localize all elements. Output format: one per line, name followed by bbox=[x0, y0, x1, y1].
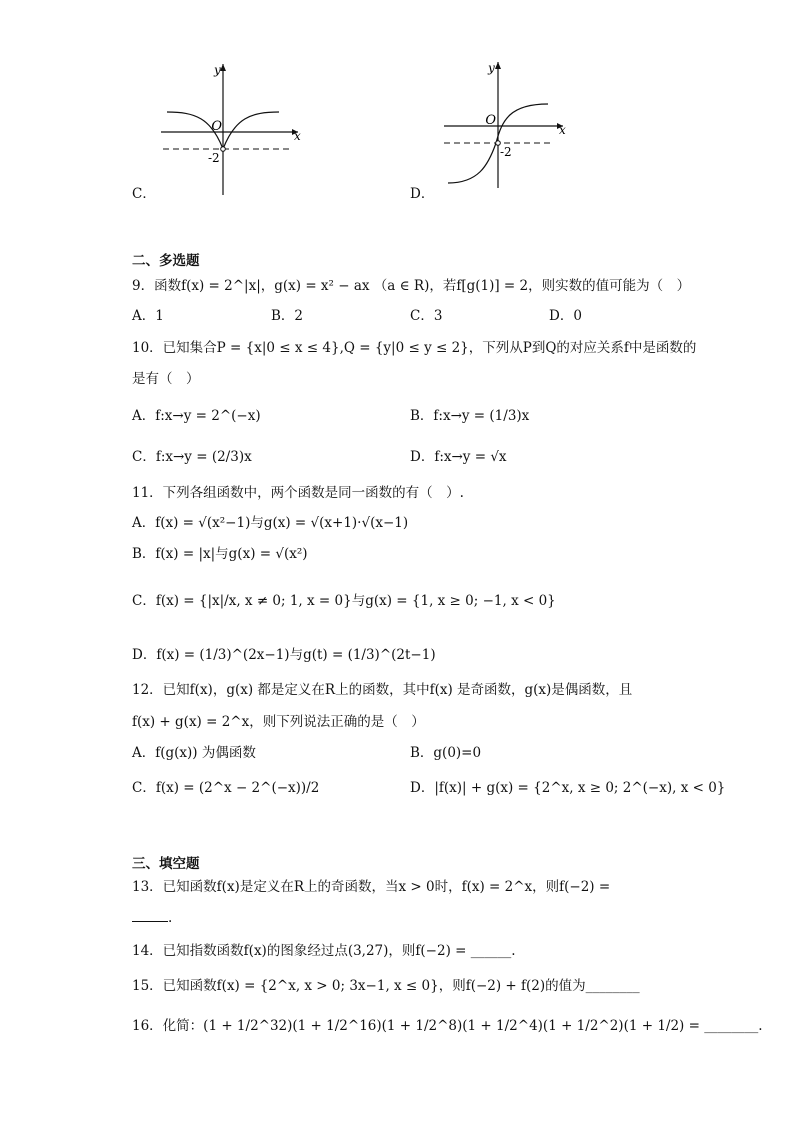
q10-option-d[interactable]: D．f:x→y = √x bbox=[410, 449, 507, 465]
q9-option-c[interactable]: C．3 bbox=[410, 308, 443, 324]
q16: 16．化简：(1 + 1/2^32)(1 + 1/2^16)(1 + 1/2^8)(1 + 1/2^4)(1 + 1/2^2)(1 + 1/2) = ________. bbox=[132, 1018, 763, 1034]
q15: 15．已知函数f(x) = {2^x, x > 0; 3x−1, x ≤ 0}，则f(−2) + f(2)的值为________ bbox=[132, 978, 640, 994]
q12-option-d[interactable]: D．|f(x)| + g(x) = {2^x, x ≥ 0; 2^(−x), x < 0} bbox=[410, 780, 726, 796]
minus-two-label: -2 bbox=[208, 151, 220, 165]
q11-option-b[interactable]: B．f(x) = |x|与g(x) = √(x²) bbox=[132, 546, 308, 562]
y-label: y bbox=[214, 63, 221, 77]
q10-stem-line2: 是有（ ） bbox=[132, 371, 200, 387]
x-label: x bbox=[294, 129, 301, 143]
q12-stem-line2: f(x) + g(x) = 2^x，则下列说法正确的是（ ） bbox=[132, 714, 425, 730]
section-heading-fill-in-blank: 三、填空题 bbox=[132, 856, 200, 872]
q14: 14．已知指数函数f(x)的图象经过点(3,27)，则f(−2) = ______. bbox=[132, 943, 516, 959]
origin-label: O bbox=[485, 113, 496, 128]
q8-option-c-label[interactable]: C． bbox=[132, 186, 156, 202]
q13-period: . bbox=[168, 910, 173, 926]
q12-option-a[interactable]: A．f(g(x)) 为偶函数 bbox=[132, 745, 256, 761]
q12-option-c[interactable]: C．f(x) = (2^x − 2^(−x))/2 bbox=[132, 780, 320, 796]
q10-option-b[interactable]: B．f:x→y = (1/3)x bbox=[410, 408, 530, 424]
answer-blank[interactable] bbox=[132, 909, 168, 922]
q13-line1: 13．已知函数f(x)是定义在R上的奇函数，当x > 0时，f(x) = 2^x，则f(−2) = bbox=[132, 879, 611, 895]
q11-option-c[interactable]: C．f(x) = {|x|/x, x ≠ 0; 1, x = 0}与g(x) = {1, x ≥ 0; −1, x < 0} bbox=[132, 593, 556, 609]
origin-label: O bbox=[211, 119, 222, 134]
hollow-point bbox=[221, 147, 226, 152]
y-axis-arrow bbox=[220, 64, 226, 71]
q11-option-d[interactable]: D．f(x) = (1/3)^(2x−1)与g(t) = (1/3)^(2t−1) bbox=[132, 647, 436, 663]
q9-stem: 9．函数f(x) = 2^|x|，g(x) = x² − ax （a ∈ R)，若f[g(1)] = 2，则实数的值可能为（ ） bbox=[132, 278, 691, 294]
graph-option-c bbox=[155, 60, 310, 200]
q11-option-a[interactable]: A．f(x) = √(x²−1)与g(x) = √(x+1)·√(x−1) bbox=[132, 515, 409, 531]
q11-stem: 11．下列各组函数中，两个函数是同一函数的有（ ）. bbox=[132, 485, 464, 501]
y-axis-arrow bbox=[495, 62, 501, 69]
q13-line2 bbox=[132, 909, 172, 927]
q8-option-d-label[interactable]: D． bbox=[410, 186, 435, 202]
q10-option-a[interactable]: A．f:x→y = 2^(−x) bbox=[132, 408, 261, 424]
q10-option-c[interactable]: C．f:x→y = (2/3)x bbox=[132, 449, 252, 465]
q10-stem-line1: 10．已知集合P = {x|0 ≤ x ≤ 4},Q = {y|0 ≤ y ≤ 2}，下列从P到Q的对应关系f中是函数的 bbox=[132, 340, 697, 356]
q9-option-a[interactable]: A．1 bbox=[132, 308, 164, 324]
section-heading-multiple-choice: 二、多选题 bbox=[132, 253, 200, 269]
minus-two-label: -2 bbox=[500, 145, 512, 159]
q9-option-b[interactable]: B．2 bbox=[271, 308, 304, 324]
graph-option-d bbox=[430, 58, 575, 193]
y-label: y bbox=[488, 61, 495, 75]
x-label: x bbox=[559, 123, 566, 137]
q12-option-b[interactable]: B．g(0)=0 bbox=[410, 745, 482, 761]
q12-stem-line1: 12．已知f(x)，g(x) 都是定义在R上的函数，其中f(x) 是奇函数，g(x)是偶函数，且 bbox=[132, 682, 633, 698]
q9-option-d[interactable]: D．0 bbox=[549, 308, 582, 324]
